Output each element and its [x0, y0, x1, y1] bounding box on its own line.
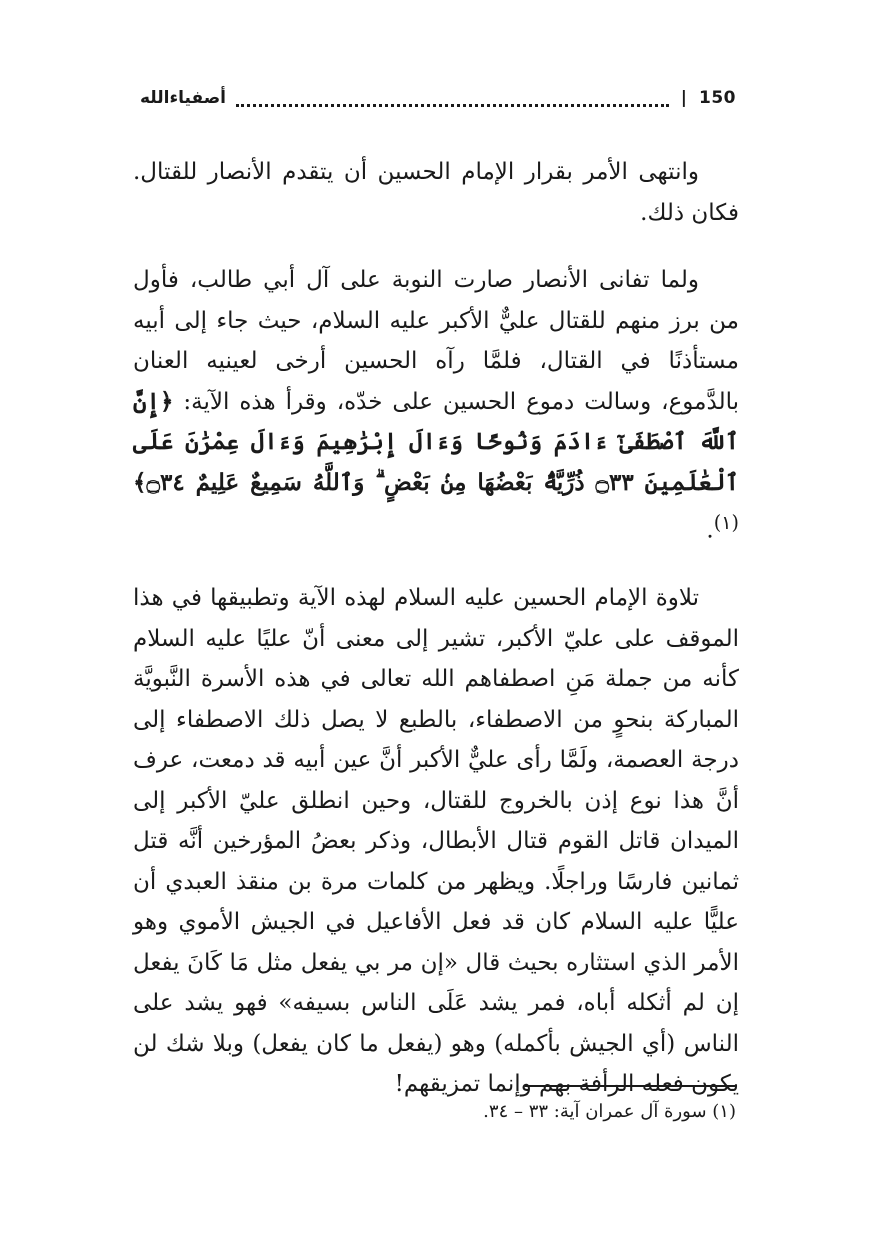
paragraph-2 [133, 260, 739, 551]
page-header [140, 84, 736, 112]
header-dot-leader [236, 98, 669, 107]
paragraph-1: وانتهى الأمر بقرار الإمام الحسين أن يتقدم الأنصار للقتال. فكان ذلك. [133, 159, 739, 226]
footnote-reference: (١) [713, 511, 739, 534]
paragraph-3: تلاوة الإمام الحسين عليه السلام لهذه الآية وتطبيقها في هذا الموقف على عليّ الأكبر، تشير إلى معنى أنّ عليًا عليه السلام كأنه من جملة مَنِ اصطفاهم الله تعالى في هذه الأسرة النَّبويَّة المباركة بنحوٍ من الاصطفاء، بالطبع لا يصل ذلك الاصطفاء إلى درجة العصمة، ولَمَّا رأى عليٌّ الأكبر أنَّ عين أبيه قد دمعت، عرف أنَّ هذا نوع إذن بالخروج للقتال، وحين انطلق عليّ الأكبر إلى الميدان قاتل القوم قتال الأبطال، وذكر بعضُ المؤرخين أنَّه قتل ثمانين فارسًا وراجلًا. ويظهر من كلمات مرة بن منقذ العبدي أن عليًّا عليه السلام كان قد فعل الأفاعيل في الجيش الأموي وهو الأمر الذي استثاره بحيث قال «إن مر بي يفعل مثل مَا كَانَ يفعل إن لم أثكله أباه، فمر يشد عَلَى الناس بسيفه» فهو يشد على الناس (أي الجيش بأكمله) وهو (يفعل ما كان يفعل) وبلا شك لن يكون فعله الرأفة بهم وإنما تمزيقهم! [133, 585, 739, 1098]
page-number: 150 [699, 88, 736, 108]
book-title: أصفياءالله [140, 88, 226, 108]
header-separator: | [680, 88, 687, 108]
footnote-divider [525, 1085, 735, 1087]
paragraph-2-text: ولما تفانى الأنصار صارت النوبة على آل أبي طالب، فأول من برز منهم للقتال عليٌّ الأكبر عليه السلام، حيث جاء إلى أبيه مستأذنًا في القتال، فلمَّا رآه الحسين أرخى لعينيه العنان بالدَّموع، وسالت دموع الحسين على خدّه، وقرأ هذه الآية: [133, 267, 739, 415]
quran-verse: ﴿إِنَّ ٱللَّهَ ٱصْطَفَىٰٓ ءَادَمَ وَنُوحًا وَءَالَ إِبْرَٰهِيمَ وَءَالَ عِمْرَٰنَ عَلَى ٱلْعَٰلَمِينَ ۝٣٣ ذُرِّيَّةًۢ بَعْضُهَا مِنۢ بَعْضٍ ۗ وَٱللَّهُ سَمِيعٌ عَلِيمٌ ۝٣٤﴾ [133, 387, 739, 496]
paragraph-2-end: . [706, 517, 714, 544]
main-text [133, 152, 739, 1105]
footnote: (١) سورة آل عمران آية: ٣٣ – ٣٤. [483, 1101, 736, 1122]
